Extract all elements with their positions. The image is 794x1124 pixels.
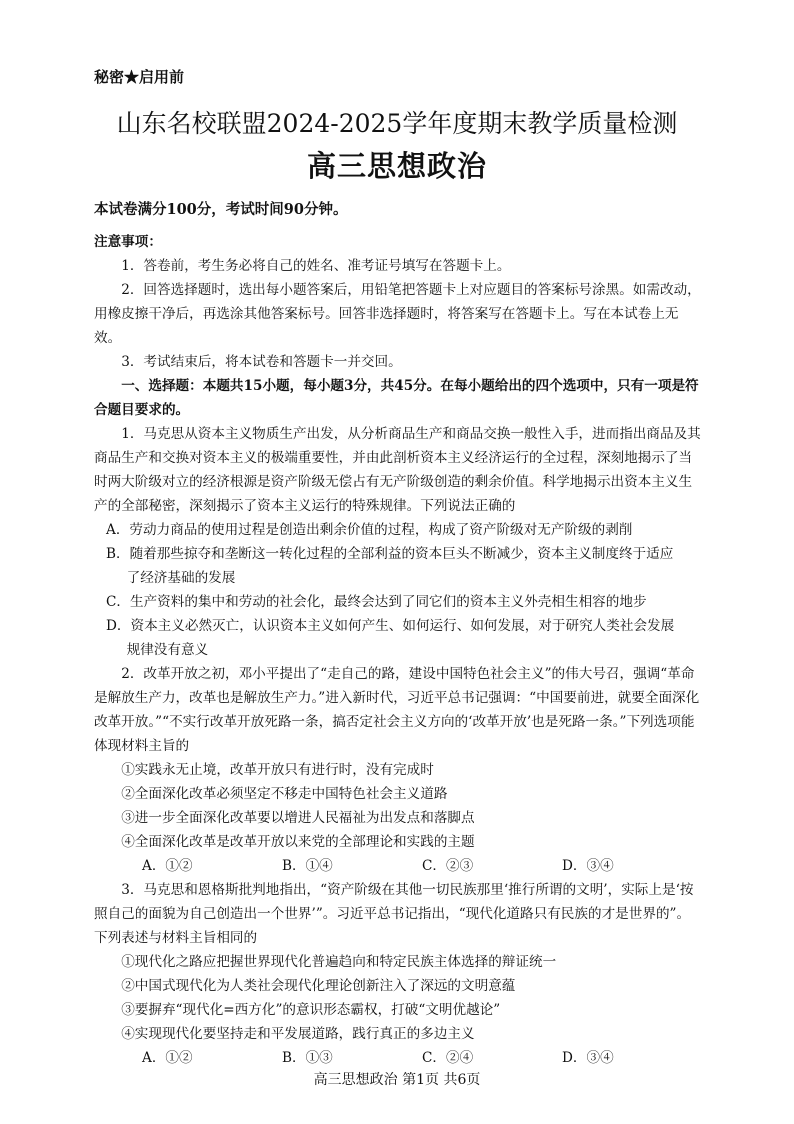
note-item-1: 1．答卷前，考生务必将自己的姓名、准考证号填写在答题卡上。: [121, 258, 511, 274]
q1-option-a: A．劳动力商品的使用过程是创造出剩余价值的过程，构成了资产阶级对无产阶级的剥削: [106, 522, 633, 538]
q2-choice-a: A．①②: [142, 858, 193, 874]
q2-item-1: ①实践永无止境，改革开放只有进行时，没有完成时: [121, 762, 434, 778]
score-info: 本试卷满分100分，考试时间90分钟。: [94, 201, 348, 218]
exam-title: 山东名校联盟2024-2025学年度期末教学质量检测: [116, 109, 678, 138]
q2-item-2: ②全面深化改革必须坚定不移走中国特色社会主义道路: [121, 786, 448, 802]
section-heading: 一、选择题：本题共15小题，每小题3分，共45分。在每小题给出的四个选项中，只有一项是符合题目要求的。: [94, 378, 699, 418]
q1-option-c: C．生产资料的集中和劳动的社会化，最终会达到了同它们的资本主义外壳相生相容的地步: [106, 594, 647, 610]
q1-option-d: D．资本主义必然灭亡，认识资本主义如何产生、如何运行、如何发展，对于研究人类社会发展: [106, 618, 675, 634]
q3-item-3: ③要摒弃“现代化=西方化”的意识形态霸权，打破“文明优越论”: [121, 1002, 501, 1018]
q1-option-d-cont: 规律没有意义: [126, 642, 209, 658]
q3-stem: 3．马克思和恩格斯批判地指出，“资产阶级在其他一切民族那里‘推行所谓的文明’，实际上是‘按照自己的面貌为自己创造出一个世界’”。习近平总书记指出，“现代化道路只有民族的才是世界的”。下列表述与材料主旨相同的: [94, 882, 694, 946]
exam-body: [94, 230, 702, 1070]
note-item-3: 3．考试结束后，将本试卷和答题卡一并交回。: [121, 354, 402, 370]
q1-stem: 1．马克思从资本主义物质生产出发，从分析商品生产和商品交换一般性入手，进而指出商品及其商品生产和交换对资本主义的极端重要性，并由此剖析资本主义经济运行的全过程，深刻地揭示了当时两大阶级对立的经济根源是资产阶级无偿占有无产阶级创造的剩余价值。科学地揭示出资本主义生产的全部秘密，深刻揭示了资本主义运行的特殊规律。下列说法正确的: [94, 426, 701, 514]
secret-label: 秘密★启用前: [94, 68, 185, 86]
q2-item-3: ③进一步全面深化改革要以增进人民福祉为出发点和落脚点: [121, 810, 475, 826]
q1-option-b: B．随着那些掠夺和垄断这一转化过程的全部利益的资本巨头不断减少，资本主义制度终于适应: [106, 546, 674, 562]
q3-choices: [94, 1046, 702, 1070]
q3-item-2: ②中国式现代化为人类社会现代化理论创新注入了深远的文明意蕴: [121, 978, 516, 994]
q3-item-1: ①现代化之路应把握世界现代化普遍趋向和特定民族主体选择的辩证统一: [121, 954, 557, 970]
q3-choice-d: D．③④: [562, 1050, 614, 1066]
subject-title: 高三思想政治: [306, 149, 487, 183]
q1-option-b-cont: 了经济基础的发展: [126, 570, 236, 586]
note-item-2: 2．回答选择题时，选出每小题答案后，用铅笔把答题卡上对应题目的答案标号涂黑。如需改动，用橡皮擦干净后，再选涂其他答案标号。回答非选择题时，将答案写在答题卡上。写在本试卷上无效。: [94, 282, 701, 346]
notes-heading: 注意事项：: [94, 234, 162, 250]
q3-choice-a: A．①②: [142, 1050, 193, 1066]
q2-item-4: ④全面深化改革是改革开放以来党的全部理论和实践的主题: [121, 834, 475, 850]
q3-item-4: ④实现现代化要坚持走和平发展道路，践行真正的多边主义: [121, 1026, 475, 1042]
q2-choice-c: C．②③: [422, 858, 474, 874]
q3-choice-b: B．①③: [282, 1050, 333, 1066]
q3-choice-c: C．②④: [422, 1050, 474, 1066]
page-footer: 高三思想政治 第1页 共6页: [313, 1072, 481, 1088]
q2-choice-b: B．①④: [282, 858, 333, 874]
q2-choice-d: D．③④: [562, 858, 614, 874]
q2-stem: 2．改革开放之初，邓小平提出了“走自己的路，建设中国特色社会主义”的伟大号召，强调“革命是解放生产力，改革也是解放生产力。”进入新时代，习近平总书记强调：“中国要前进，就要全面深化改革开放。”“不实行改革开放死路一条，搞否定社会主义方向的‘改革开放’也是死路一条。”下列选项能体现材料主旨的: [94, 666, 700, 754]
q2-choices: [94, 854, 702, 878]
